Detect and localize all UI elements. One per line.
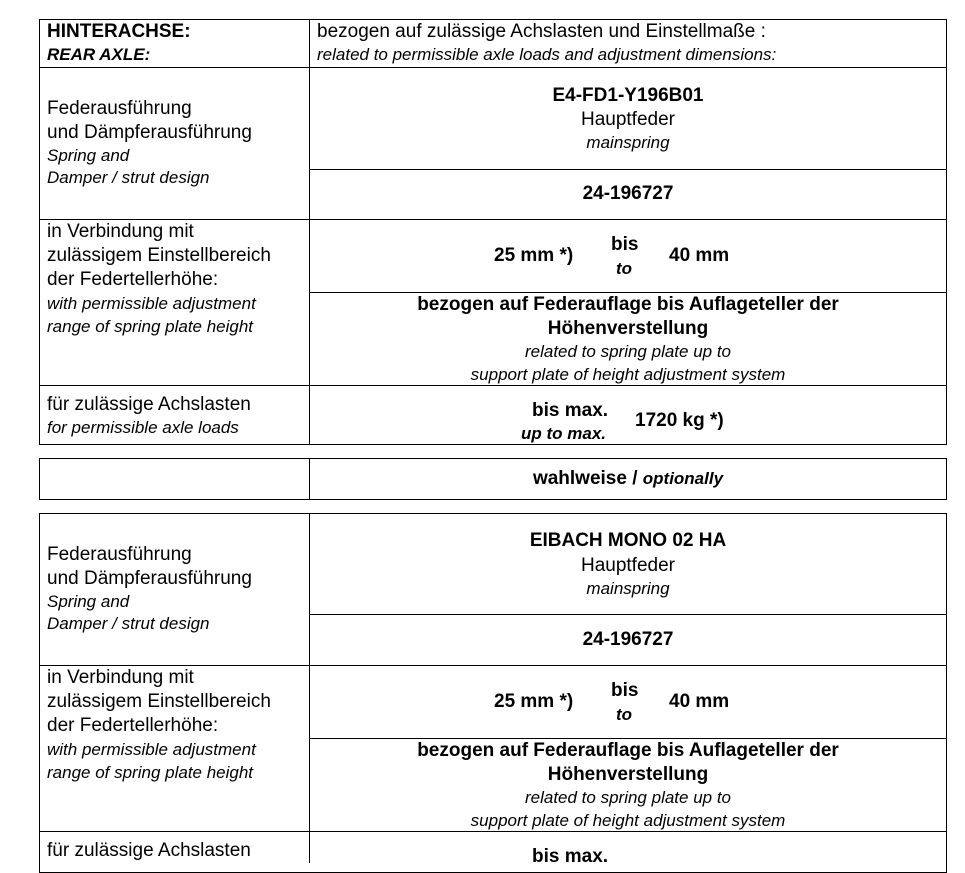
design-label: und Dämpferausführung [47, 122, 252, 143]
design-label-en: Damper / strut design [47, 168, 210, 187]
range-bis: bis [611, 234, 639, 255]
load-max-label: bis max. [532, 846, 609, 867]
design-label: Federausführung [47, 98, 192, 119]
reference-note-en: support plate of height adjustment system [470, 365, 786, 384]
range-min: 25 mm *) [494, 245, 574, 266]
range-min: 25 mm *) [494, 691, 574, 712]
optional-label [309, 468, 947, 490]
reference-note: bezogen auf Federauflage bis Auflageteller der [417, 294, 839, 315]
row-divider [309, 738, 947, 739]
load-max-label: bis max. [532, 400, 609, 421]
spring-type: Hauptfeder [580, 109, 675, 130]
design-label: Federausführung [47, 544, 192, 565]
axle-load-label-en: for permissible axle loads [47, 418, 239, 437]
design-label-en: Damper / strut design [47, 614, 210, 633]
range-max: 40 mm [669, 691, 730, 712]
spring-type: Hauptfeder [580, 555, 675, 576]
row-divider [309, 614, 947, 615]
reference-heading-en: related to permissible axle loads and adjustment dimensions: [317, 45, 777, 64]
range-label: zulässigem Einstellbereich [47, 245, 271, 266]
range-bis: bis [611, 680, 639, 701]
spring-part-number: EIBACH MONO 02 HA [529, 530, 727, 551]
range-label-en: with permissible adjustment [47, 294, 256, 313]
row-divider [39, 831, 947, 832]
load-value: 1720 kg *) [635, 410, 724, 431]
spring-type-en: mainspring [586, 579, 670, 598]
reference-heading: bezogen auf zulässige Achslasten und Einstellmaße : [317, 21, 766, 42]
range-max: 40 mm [669, 245, 730, 266]
row-divider [309, 169, 947, 170]
design-label: und Dämpferausführung [47, 568, 252, 589]
range-label-en: range of spring plate height [47, 317, 254, 336]
rear-axle-title-en: REAR AXLE: [47, 45, 151, 64]
reference-note: bezogen auf Federauflage bis Auflageteller der [417, 740, 839, 761]
range-label: zulässigem Einstellbereich [47, 691, 271, 712]
optional-label-de: wahlweise / [532, 468, 643, 489]
range-label: in Verbindung mit [47, 667, 194, 688]
row-divider [39, 385, 947, 386]
range-label-en: with permissible adjustment [47, 740, 256, 759]
reference-note: Höhenverstellung [547, 318, 709, 339]
reference-note-en: support plate of height adjustment system [470, 811, 786, 830]
range-label-en: range of spring plate height [47, 763, 254, 782]
row-divider [309, 292, 947, 293]
row-divider [39, 67, 947, 68]
row-divider [39, 665, 947, 666]
damper-part-number: 24-196727 [582, 183, 674, 204]
rear-axle-title: HINTERACHSE: [47, 21, 191, 42]
range-label: der Federtellerhöhe: [47, 269, 219, 290]
axle-load-label: für zulässige Achslasten [47, 394, 251, 415]
optional-label-en: optionally [642, 469, 724, 488]
range-to-en: to [616, 259, 633, 278]
range-to-en: to [616, 705, 633, 724]
damper-part-number: 24-196727 [582, 629, 674, 650]
axle-load-label: für zulässige Achslasten [47, 840, 251, 861]
reference-note-en: related to spring plate up to [524, 342, 732, 361]
load-max-label-en: up to max. [521, 424, 607, 443]
range-label: der Federtellerhöhe: [47, 715, 219, 736]
spring-part-number: E4-FD1-Y196B01 [552, 85, 704, 106]
spring-type-en: mainspring [586, 133, 670, 152]
reference-note: Höhenverstellung [547, 764, 709, 785]
reference-note-en: related to spring plate up to [524, 788, 732, 807]
design-label-en: Spring and [47, 592, 130, 611]
design-label-en: Spring and [47, 146, 130, 165]
row-divider [39, 219, 947, 220]
range-label: in Verbindung mit [47, 221, 194, 242]
